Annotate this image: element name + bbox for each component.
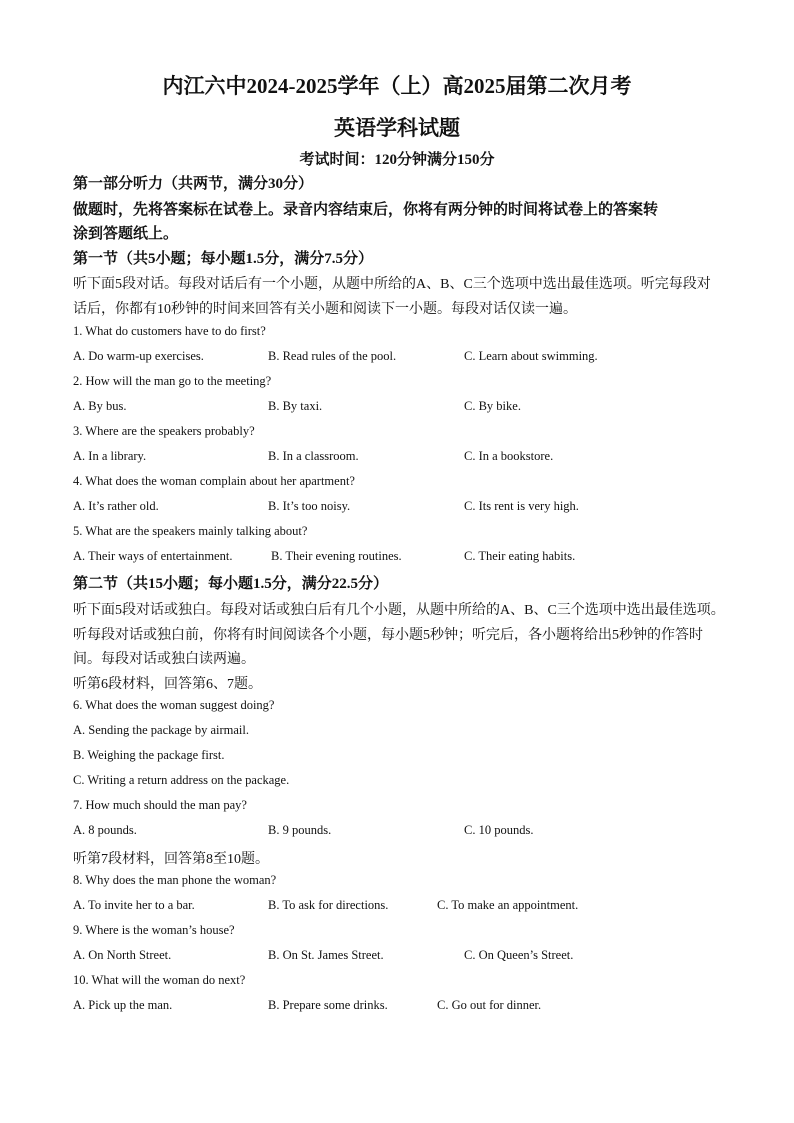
exam-subtitle: 英语学科试题 <box>334 116 460 140</box>
q8-option-a: A. To invite her to a bar. <box>73 898 195 912</box>
q10-option-c: C. Go out for dinner. <box>437 998 542 1012</box>
section1-directions-1: 听下面5段对话。每段对话后有一个小题，从题中所给的A、B、C三个选项中选出最佳选项。听完每段对 <box>73 277 711 292</box>
q6-option-c: C. Writing a return address on the package. <box>73 773 290 787</box>
q4-option-c: C. Its rent is very high. <box>464 499 579 513</box>
q5-option-a: A. Their ways of entertainment. <box>73 549 233 563</box>
question-4: 4. What does the woman complain about her apartment? <box>73 474 355 488</box>
question-5: 5. What are the speakers mainly talking about? <box>73 524 308 538</box>
question-2: 2. How will the man go to the meeting? <box>73 374 272 388</box>
part1-heading: 第一部分听力（共两节，满分30分） <box>73 176 314 192</box>
q4-option-b: B. It’s too noisy. <box>268 499 351 513</box>
q3-option-b: B. In a classroom. <box>268 449 359 463</box>
q9-option-c: C. On Queen’s Street. <box>464 948 574 962</box>
q7-option-c: C. 10 pounds. <box>464 823 534 837</box>
q6-option-b: B. Weighing the package first. <box>73 748 225 762</box>
q9-option-a: A. On North Street. <box>73 948 172 962</box>
question-3: 3. Where are the speakers probably? <box>73 424 255 438</box>
q5-option-c: C. Their eating habits. <box>464 549 576 563</box>
question-8: 8. Why does the man phone the woman? <box>73 873 277 887</box>
question-7: 7. How much should the man pay? <box>73 798 247 812</box>
section1-directions-2: 话后，你都有10秒钟的时间来回答有关小题和阅读下一小题。每段对话仅读一遍。 <box>73 302 577 317</box>
q7-option-a: A. 8 pounds. <box>73 823 137 837</box>
q3-option-a: A. In a library. <box>73 449 147 463</box>
q1-option-c: C. Learn about swimming. <box>464 349 598 363</box>
q6-option-a: A. Sending the package by airmail. <box>73 723 249 737</box>
q5-option-b: B. Their evening routines. <box>271 549 402 563</box>
question-6: 6. What does the woman suggest doing? <box>73 698 275 712</box>
section1-heading: 第一节（共5小题；每小题1.5分，满分7.5分） <box>73 251 374 267</box>
part1-instruction-2: 涂到答题纸上。 <box>73 226 179 242</box>
q2-option-a: A. By bus. <box>73 399 127 413</box>
question-10: 10. What will the woman do next? <box>73 973 246 987</box>
question-1: 1. What do customers have to do first? <box>73 324 266 338</box>
q10-option-b: B. Prepare some drinks. <box>268 998 388 1012</box>
q3-option-c: C. In a bookstore. <box>464 449 554 463</box>
q8-option-b: B. To ask for directions. <box>268 898 389 912</box>
material-7-note: 听第7段材料，回答第8至10题。 <box>73 852 269 867</box>
question-9: 9. Where is the woman’s house? <box>73 923 235 937</box>
section2-directions-1: 听下面5段对话或独白。每段对话或独白后有几个小题，从题中所给的A、B、C三个选项中选出最佳选项。 <box>73 603 725 618</box>
q9-option-b: B. On St. James Street. <box>268 948 384 962</box>
exam-title: 内江六中2024-2025学年（上）高2025届第二次月考 <box>162 74 632 98</box>
section2-heading: 第二节（共15小题；每小题1.5分，满分22.5分） <box>73 576 389 592</box>
q4-option-a: A. It’s rather old. <box>73 499 159 513</box>
q1-option-a: A. Do warm-up exercises. <box>73 349 204 363</box>
q2-option-b: B. By taxi. <box>268 399 323 413</box>
q10-option-a: A. Pick up the man. <box>73 998 173 1012</box>
material-6-note: 听第6段材料，回答第6、7题。 <box>73 677 262 692</box>
q7-option-b: B. 9 pounds. <box>268 823 332 837</box>
q8-option-c: C. To make an appointment. <box>437 898 579 912</box>
part1-instruction-1: 做题时，先将答案标在试卷上。录音内容结束后，你将有两分钟的时间将试卷上的答案转 <box>73 202 659 218</box>
q1-option-b: B. Read rules of the pool. <box>268 349 397 363</box>
section2-directions-3: 间。每段对话或独白读两遍。 <box>73 652 255 667</box>
exam-time: 考试时间：120分钟满分150分 <box>299 152 495 168</box>
q2-option-c: C. By bike. <box>464 399 521 413</box>
section2-directions-2: 听每段对话或独白前，你将有时间阅读各个小题，每小题5秒钟；听完后，各小题将给出5秒钟的作答时 <box>73 628 703 643</box>
